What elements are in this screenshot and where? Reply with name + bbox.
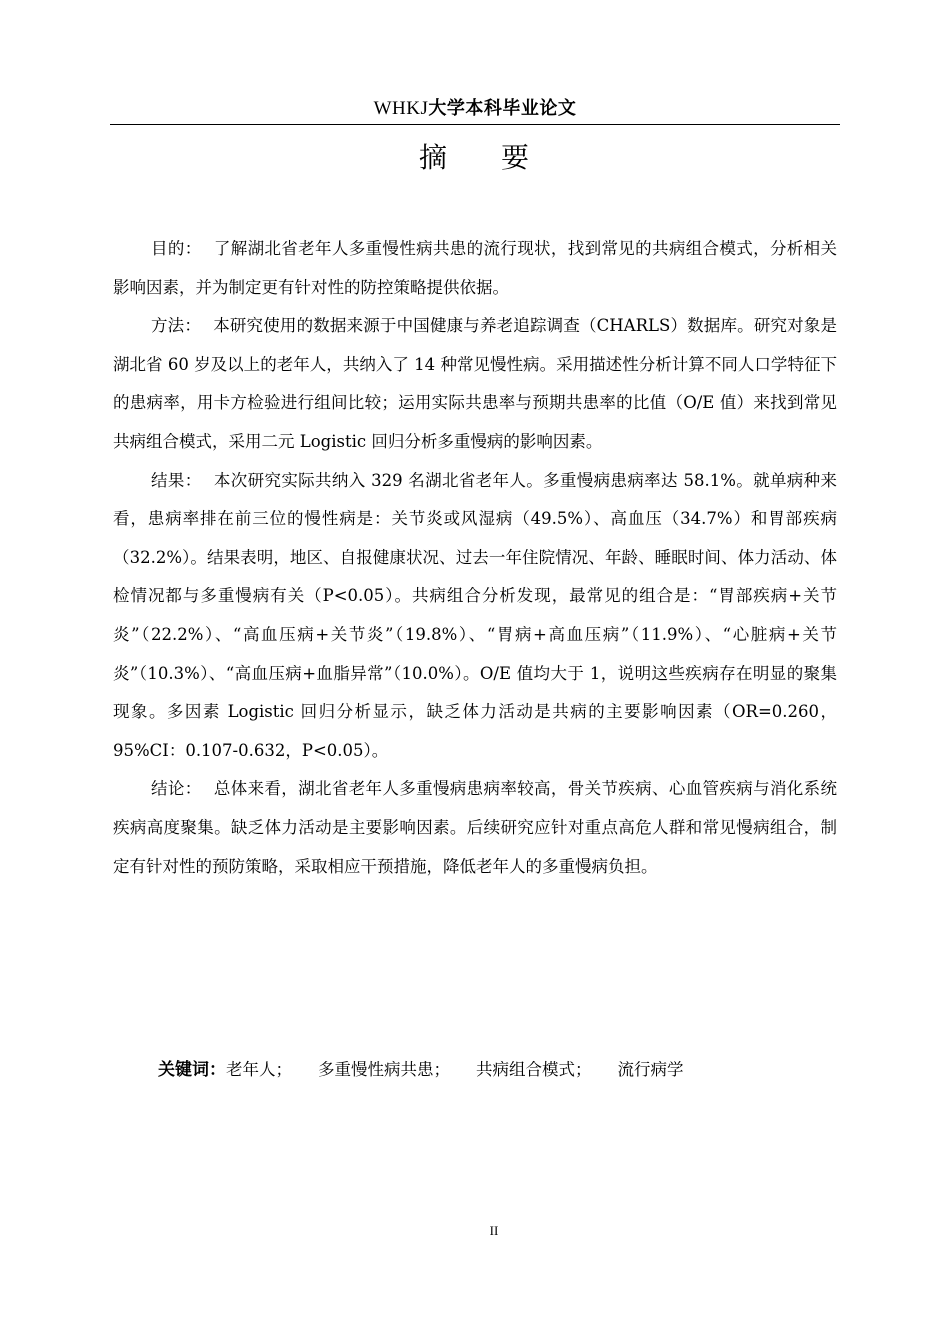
page-number: II bbox=[489, 1223, 499, 1238]
section-methods bbox=[113, 307, 837, 461]
section-conclusion bbox=[113, 770, 837, 886]
header-latin: WHKJ bbox=[373, 98, 429, 119]
section-label: 结果： bbox=[151, 470, 202, 490]
section-label: 方法： bbox=[151, 316, 202, 336]
header-university-title: 大学本科毕业论文 bbox=[428, 98, 577, 119]
page-title bbox=[110, 136, 840, 176]
title-char-1: 摘 bbox=[418, 141, 449, 174]
title-char-2: 要 bbox=[501, 141, 532, 174]
section-text: 总体来看，湖北省老年人多重慢病患病率较高，骨关节疾病、心血管疾病与消化系统疾病高度聚集。缺乏体力活动是主要影响因素。后续研究应针对重点高危人群和常见慢病组合，制定有针对性的预防策略，采取相应干预措施，降低老年人的多重慢病负担。 bbox=[113, 779, 838, 876]
section-text: 本研究使用的数据来源于中国健康与养老追踪调查（CHARLS）数据库。研究对象是湖北省 60 岁及以上的老年人，共纳入了 14 种常见慢性病。采用描述性分析计算不同人口学特征下的患病率，用卡方检验进行组间比较；运用实际共患率与预期共患率的比值（O/E 值）来找到常见共病组合模式，采用二元 Logistic 回归分析多重慢病的影响因素。 bbox=[113, 316, 838, 451]
section-label: 结论： bbox=[151, 779, 202, 799]
section-results bbox=[113, 462, 837, 771]
section-label: 目的： bbox=[151, 239, 202, 258]
keyword-item: 老年人； bbox=[226, 1060, 292, 1079]
keywords-line bbox=[158, 1056, 684, 1084]
abstract-body bbox=[113, 230, 837, 886]
keyword-item: 流行病学 bbox=[617, 1060, 684, 1079]
section-text: 本次研究实际共纳入 329 名湖北省老年人。多重慢病患病率达 58.1%。就单病种来看，患病率排在前三位的慢性病是：关节炎或风湿病（49.5%）、高血压（34.7%）和胃部疾病（32.2%）。结果表明，地区、自报健康状况、过去一年住院情况、年龄、睡眠时间、体力活动、体检情况都与多重慢病有关（P<0.05）。共病组合分析发现，最常见的组合是：“胃部疾病+关节炎”（22.2%）、“高血压病+关节炎”（19.8%）、“胃病+高血压病”（11.9%）、“心脏病+关节炎”（10.3%）、“高血压病+血脂异常”（10.0%）。O/E 值均大于 1，说明这些疾病存在明显的聚集现象。多因素 Logistic 回归分析显示，缺乏体力活动是共病的主要影响因素（OR=0.260，95%CI：0.107-0.632，P<0.05）。 bbox=[113, 470, 837, 760]
keywords-label: 关键词： bbox=[158, 1060, 226, 1080]
header-rule bbox=[110, 124, 840, 125]
section-text: 了解湖北省老年人多重慢性病共患的流行现状，找到常见的共病组合模式，分析相关影响因素，并为制定更有针对性的防控策略提供依据。 bbox=[113, 239, 838, 297]
keyword-item: 多重慢性病共患； bbox=[318, 1060, 450, 1079]
keyword-item: 共病组合模式； bbox=[476, 1060, 592, 1079]
running-header bbox=[110, 94, 840, 120]
section-objective bbox=[113, 230, 837, 307]
